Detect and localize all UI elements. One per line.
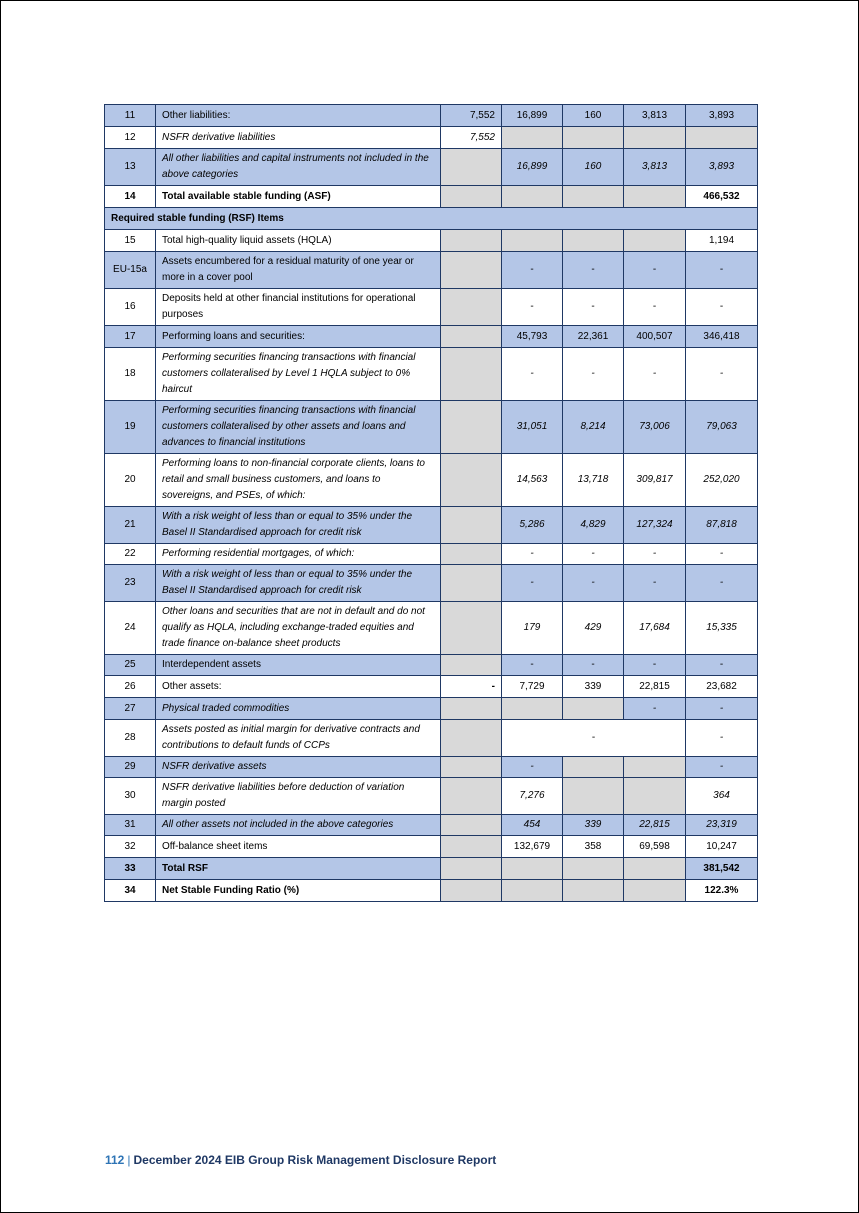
empty-cell <box>441 544 502 565</box>
empty-cell <box>563 698 624 720</box>
row-label: With a risk weight of less than or equal to 35% under the Basel II Standardised approach for credit risk <box>156 565 441 602</box>
row-label: NSFR derivative liabilities before deduction of variation margin posted <box>156 778 441 815</box>
row-number: 13 <box>105 149 156 186</box>
row-label: Physical traded commodities <box>156 698 441 720</box>
empty-cell <box>441 454 502 507</box>
row-number: 16 <box>105 289 156 326</box>
row-label: NSFR derivative assets <box>156 757 441 778</box>
cell-value: 8,214 <box>563 401 624 454</box>
row-label: Performing securities financing transactions with financial customers collateralised by Level 1 HQLA subject to 0% haircut <box>156 348 441 401</box>
table-row-34 <box>105 880 758 902</box>
row-number: 32 <box>105 836 156 858</box>
row-number: 27 <box>105 698 156 720</box>
cell-value: 73,006 <box>624 401 686 454</box>
section-header-row <box>105 208 758 230</box>
empty-cell <box>441 149 502 186</box>
empty-cell <box>624 186 686 208</box>
cell-value: - <box>441 676 502 698</box>
row-label: Assets encumbered for a residual maturity of one year or more in a cover pool <box>156 252 441 289</box>
empty-cell <box>441 326 502 348</box>
cell-value: - <box>624 544 686 565</box>
empty-cell <box>441 507 502 544</box>
table-row-23 <box>105 565 758 602</box>
merged-cell-value: - <box>502 720 686 757</box>
empty-cell <box>441 602 502 655</box>
empty-cell <box>441 655 502 676</box>
cell-value: 252,020 <box>686 454 758 507</box>
row-label: Other assets: <box>156 676 441 698</box>
cell-value: 160 <box>563 149 624 186</box>
row-number: 17 <box>105 326 156 348</box>
table-row-24 <box>105 602 758 655</box>
cell-value: - <box>686 757 758 778</box>
row-number: 11 <box>105 105 156 127</box>
cell-value: 400,507 <box>624 326 686 348</box>
cell-value: - <box>563 544 624 565</box>
table-row-17 <box>105 326 758 348</box>
row-label: Net Stable Funding Ratio (%) <box>156 880 441 902</box>
table-row-30 <box>105 778 758 815</box>
row-number: EU-15a <box>105 252 156 289</box>
cell-value: 381,542 <box>686 858 758 880</box>
cell-value: 7,276 <box>502 778 563 815</box>
row-label: Performing residential mortgages, of which: <box>156 544 441 565</box>
row-label: All other liabilities and capital instruments not included in the above categories <box>156 149 441 186</box>
cell-value: 23,682 <box>686 676 758 698</box>
row-number: 33 <box>105 858 156 880</box>
empty-cell <box>441 815 502 836</box>
cell-value: - <box>502 252 563 289</box>
cell-value: 122.3% <box>686 880 758 902</box>
row-label: With a risk weight of less than or equal to 35% under the Basel II Standardised approach for credit risk <box>156 507 441 544</box>
row-label: Performing loans and securities: <box>156 326 441 348</box>
empty-cell <box>441 720 502 757</box>
empty-cell <box>624 858 686 880</box>
empty-cell <box>563 757 624 778</box>
cell-value: - <box>624 289 686 326</box>
table-row-22 <box>105 544 758 565</box>
empty-cell <box>624 880 686 902</box>
row-label: Assets posted as initial margin for derivative contracts and contributions to default funds of CCPs <box>156 720 441 757</box>
footer-separator: | <box>127 1153 131 1167</box>
empty-cell <box>441 230 502 252</box>
row-number: 14 <box>105 186 156 208</box>
page-footer <box>105 1153 496 1167</box>
row-number: 18 <box>105 348 156 401</box>
section-header: Required stable funding (RSF) Items <box>105 208 758 230</box>
cell-value: 179 <box>502 602 563 655</box>
row-label: All other assets not included in the above categories <box>156 815 441 836</box>
empty-cell <box>441 186 502 208</box>
empty-cell <box>441 565 502 602</box>
cell-value: 45,793 <box>502 326 563 348</box>
cell-value: - <box>624 698 686 720</box>
cell-value: 429 <box>563 602 624 655</box>
row-number: 30 <box>105 778 156 815</box>
cell-value: - <box>686 348 758 401</box>
cell-value: 7,552 <box>441 105 502 127</box>
empty-cell <box>441 401 502 454</box>
row-label: Performing loans to non-financial corporate clients, loans to retail and small business customers, and loans to sovereigns, and PSEs, of which: <box>156 454 441 507</box>
empty-cell <box>441 289 502 326</box>
cell-value: - <box>686 289 758 326</box>
cell-value: - <box>686 565 758 602</box>
nsfr-table <box>104 104 758 902</box>
row-number: 31 <box>105 815 156 836</box>
table-row-11 <box>105 105 758 127</box>
cell-value: 364 <box>686 778 758 815</box>
empty-cell <box>563 230 624 252</box>
cell-value: - <box>624 348 686 401</box>
empty-cell <box>563 858 624 880</box>
table-row-29 <box>105 757 758 778</box>
table-row-31 <box>105 815 758 836</box>
table-row-14 <box>105 186 758 208</box>
empty-cell <box>502 698 563 720</box>
row-number: 24 <box>105 602 156 655</box>
table-row-28 <box>105 720 758 757</box>
cell-value: 22,815 <box>624 815 686 836</box>
empty-cell <box>502 858 563 880</box>
cell-value: - <box>563 565 624 602</box>
cell-value: 5,286 <box>502 507 563 544</box>
empty-cell <box>686 127 758 149</box>
table-row-27 <box>105 698 758 720</box>
cell-value: 22,361 <box>563 326 624 348</box>
cell-value: 17,684 <box>624 602 686 655</box>
empty-cell <box>441 698 502 720</box>
cell-value: - <box>686 655 758 676</box>
empty-cell <box>624 127 686 149</box>
row-number: 29 <box>105 757 156 778</box>
table-row-13 <box>105 149 758 186</box>
row-label: Off-balance sheet items <box>156 836 441 858</box>
cell-value: 160 <box>563 105 624 127</box>
cell-value: - <box>563 252 624 289</box>
cell-value: 358 <box>563 836 624 858</box>
row-label: NSFR derivative liabilities <box>156 127 441 149</box>
row-label: Other loans and securities that are not in default and do not qualify as HQLA, including exchange-traded equities and trade finance on-balance sheet products <box>156 602 441 655</box>
table-row-33 <box>105 858 758 880</box>
cell-value: 309,817 <box>624 454 686 507</box>
table-row-18 <box>105 348 758 401</box>
cell-value: 31,051 <box>502 401 563 454</box>
cell-value: - <box>686 544 758 565</box>
cell-value: - <box>502 348 563 401</box>
cell-value: 10,247 <box>686 836 758 858</box>
empty-cell <box>441 757 502 778</box>
cell-value: - <box>502 757 563 778</box>
table-row-26 <box>105 676 758 698</box>
row-number: 22 <box>105 544 156 565</box>
cell-value: 346,418 <box>686 326 758 348</box>
cell-value: 87,818 <box>686 507 758 544</box>
cell-value: - <box>686 720 758 757</box>
row-number: 15 <box>105 230 156 252</box>
empty-cell <box>624 230 686 252</box>
empty-cell <box>563 880 624 902</box>
report-title: December 2024 EIB Group Risk Management Disclosure Report <box>133 1153 497 1167</box>
cell-value: 79,063 <box>686 401 758 454</box>
row-label: Performing securities financing transactions with financial customers collateralised by other assets and loans and advances to financial institutions <box>156 401 441 454</box>
cell-value: 3,893 <box>686 149 758 186</box>
row-number: 25 <box>105 655 156 676</box>
empty-cell <box>502 880 563 902</box>
empty-cell <box>441 836 502 858</box>
row-label: Other liabilities: <box>156 105 441 127</box>
empty-cell <box>441 348 502 401</box>
row-label: Total available stable funding (ASF) <box>156 186 441 208</box>
cell-value: 466,532 <box>686 186 758 208</box>
empty-cell <box>441 880 502 902</box>
cell-value: - <box>502 655 563 676</box>
empty-cell <box>502 186 563 208</box>
row-number: 19 <box>105 401 156 454</box>
cell-value: 339 <box>563 815 624 836</box>
empty-cell <box>502 127 563 149</box>
row-number: 26 <box>105 676 156 698</box>
empty-cell <box>624 778 686 815</box>
row-label: Deposits held at other financial institutions for operational purposes <box>156 289 441 326</box>
row-number: 21 <box>105 507 156 544</box>
cell-value: 13,718 <box>563 454 624 507</box>
cell-value: 23,319 <box>686 815 758 836</box>
cell-value: - <box>624 252 686 289</box>
cell-value: 7,729 <box>502 676 563 698</box>
empty-cell <box>563 127 624 149</box>
cell-value: - <box>686 252 758 289</box>
cell-value: 69,598 <box>624 836 686 858</box>
cell-value: - <box>624 565 686 602</box>
cell-value: - <box>624 655 686 676</box>
cell-value: - <box>502 544 563 565</box>
empty-cell <box>441 252 502 289</box>
empty-cell <box>502 230 563 252</box>
cell-value: 16,899 <box>502 149 563 186</box>
empty-cell <box>624 757 686 778</box>
cell-value: 127,324 <box>624 507 686 544</box>
cell-value: 3,813 <box>624 105 686 127</box>
cell-value: 132,679 <box>502 836 563 858</box>
cell-value: 4,829 <box>563 507 624 544</box>
table-row-eu-15a <box>105 252 758 289</box>
table-row-21 <box>105 507 758 544</box>
cell-value: - <box>563 655 624 676</box>
empty-cell <box>441 778 502 815</box>
cell-value: 454 <box>502 815 563 836</box>
cell-value: 16,899 <box>502 105 563 127</box>
row-number: 20 <box>105 454 156 507</box>
table-row-32 <box>105 836 758 858</box>
row-label: Total RSF <box>156 858 441 880</box>
row-number: 34 <box>105 880 156 902</box>
cell-value: 14,563 <box>502 454 563 507</box>
table-row-25 <box>105 655 758 676</box>
cell-value: - <box>502 565 563 602</box>
cell-value: 3,813 <box>624 149 686 186</box>
page-number: 112 <box>105 1153 125 1167</box>
cell-value: - <box>686 698 758 720</box>
empty-cell <box>441 858 502 880</box>
empty-cell <box>563 186 624 208</box>
cell-value: - <box>502 289 563 326</box>
table-row-16 <box>105 289 758 326</box>
cell-value: 1,194 <box>686 230 758 252</box>
cell-value: 22,815 <box>624 676 686 698</box>
cell-value: 3,893 <box>686 105 758 127</box>
cell-value: 339 <box>563 676 624 698</box>
row-label: Total high-quality liquid assets (HQLA) <box>156 230 441 252</box>
cell-value: 15,335 <box>686 602 758 655</box>
row-label: Interdependent assets <box>156 655 441 676</box>
cell-value: - <box>563 348 624 401</box>
row-number: 23 <box>105 565 156 602</box>
empty-cell <box>563 778 624 815</box>
table-row-12 <box>105 127 758 149</box>
row-number: 12 <box>105 127 156 149</box>
cell-value: 7,552 <box>441 127 502 149</box>
table-row-20 <box>105 454 758 507</box>
table-row-15 <box>105 230 758 252</box>
row-number: 28 <box>105 720 156 757</box>
table-row-19 <box>105 401 758 454</box>
cell-value: - <box>563 289 624 326</box>
